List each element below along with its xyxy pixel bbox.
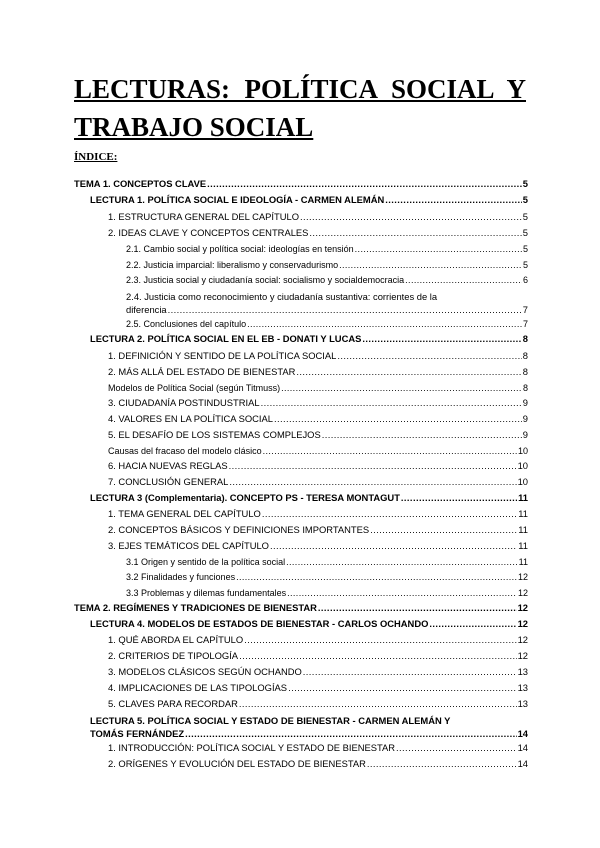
toc-leader-dots (300, 211, 522, 223)
toc-entry-text: 4. VALORES EN LA POLÍTICA SOCIAL (108, 413, 273, 424)
toc-entry-l3-s3[interactable] (108, 540, 528, 552)
toc-entry-text: Causas del fracaso del modelo clásico (108, 446, 262, 456)
toc-entry-l3-s3-2[interactable] (126, 571, 528, 583)
toc-leader-dots (429, 618, 516, 630)
toc-entry-text: 1. TEMA GENERAL DEL CAPÍTULO (108, 508, 261, 519)
toc-entry-page: 8 (522, 333, 528, 344)
toc-leader-dots (244, 634, 516, 646)
toc-entry-lectura-5[interactable] (90, 714, 528, 740)
toc-entry-page: 8 (522, 383, 528, 393)
document-title: LECTURAS: POLÍTICA SOCIAL Y TRABAJO SOCIAL (74, 74, 526, 142)
toc-entry-text: 2.3. Justicia social y ciudadanía social: socialismo y socialdemocracia (126, 275, 405, 285)
toc-leader-dots (286, 556, 518, 568)
toc-leader-dots (270, 540, 517, 552)
toc-leader-dots (263, 445, 517, 457)
toc-entry-text: 4. IMPLICACIONES DE LAS TIPOLOGÍAS (108, 682, 288, 693)
toc-entry-tema-1[interactable] (74, 178, 528, 190)
toc-entry-text: Modelos de Política Social (según Titmuss) (108, 383, 281, 393)
toc-entry-l2-s5[interactable] (108, 429, 528, 441)
toc-leader-dots (207, 178, 522, 190)
toc-entry-page: 9 (522, 429, 528, 440)
toc-entry-l2-causas[interactable] (108, 445, 528, 457)
toc-entry-page: 6 (522, 275, 528, 285)
toc-leader-dots (261, 397, 522, 409)
toc-entry-page: 8 (522, 350, 528, 361)
toc-entry-text: 2. CRITERIOS DE TIPOLOGÍA (108, 650, 239, 661)
toc-entry-text: TEMA 1. CONCEPTOS CLAVE (74, 178, 207, 189)
toc-entry-page: 13 (517, 682, 528, 693)
toc-entry-page: 10 (517, 446, 528, 456)
toc-leader-dots (239, 650, 516, 662)
toc-leader-dots (396, 742, 517, 754)
toc-entry-text-line2: TOMÁS FERNÁNDEZ (90, 728, 185, 739)
toc-leader-dots (370, 524, 517, 536)
toc-entry-text-line2: diferencia (126, 304, 167, 315)
toc-entry-page: 12 (517, 650, 528, 661)
toc-leader-dots (322, 429, 522, 441)
toc-entry-page: 11 (518, 508, 528, 519)
toc-leader-dots (281, 382, 522, 394)
toc-entry-lectura-2[interactable] (90, 333, 528, 345)
toc-entry-page: 12 (517, 602, 528, 613)
toc-entry-text: 1. QUÉ ABORDA EL CAPÍTULO (108, 634, 244, 645)
toc-leader-dots (362, 333, 521, 345)
toc-entry-l4-s5[interactable] (108, 698, 528, 710)
toc-entry-lectura-4[interactable] (90, 618, 528, 630)
toc-entry-text: 6. HACIA NUEVAS REGLAS (108, 460, 228, 471)
toc-entry-l2-s4[interactable] (108, 413, 528, 425)
toc-entry-l2-s2[interactable] (108, 366, 528, 378)
toc-entry-page: 5 (522, 211, 528, 222)
toc-entry-l3-s3-3[interactable] (126, 587, 528, 599)
toc-entry-l3-s1[interactable] (108, 508, 528, 520)
toc-leader-dots (247, 318, 522, 330)
toc-leader-dots (405, 274, 522, 286)
toc-entry-l4-s4[interactable] (108, 682, 528, 694)
toc-entry-page: 12 (517, 588, 528, 598)
toc-leader-dots (385, 194, 522, 206)
toc-entry-lectura-3[interactable] (90, 492, 528, 504)
toc-entry-l2-s1[interactable] (108, 350, 528, 362)
toc-entry-text: LECTURA 4. MODELOS DE ESTADOS DE BIENESTAR - CARLOS OCHANDO (90, 618, 429, 629)
toc-leader-dots (288, 682, 517, 694)
toc-entry-text: LECTURA 3 (Complementaria). CONCEPTO PS - TERESA MONTAGUT (90, 492, 400, 503)
toc-entry-l1-s2-3[interactable] (126, 274, 528, 286)
toc-entry-page: 10 (517, 476, 528, 487)
toc-entry-page: 11 (518, 524, 528, 535)
toc-entry-text: 2. CONCEPTOS BÁSICOS Y DEFINICIONES IMPORTANTES (108, 524, 370, 535)
toc-entry-page: 13 (517, 698, 528, 709)
toc-entry-text: 1. DEFINICIÓN Y SENTIDO DE LA POLÍTICA SOCIAL (108, 350, 337, 361)
toc-entry-page: 11 (518, 492, 528, 503)
toc-entry-page: 14 (517, 758, 528, 769)
toc-entry-l4-s2[interactable] (108, 650, 528, 662)
toc-entry-page: 12 (517, 572, 528, 582)
toc-entry-page: 8 (522, 366, 528, 377)
toc-leader-dots (318, 602, 517, 614)
toc-entry-l1-s1[interactable] (108, 211, 528, 223)
toc-entry-page: 12 (517, 618, 528, 629)
toc-entry-text: 3. CIUDADANÍA POSTINDUSTRIAL (108, 397, 260, 408)
toc-entry-text-line1: 2.4. Justicia como reconocimiento y ciudadanía sustantiva: corrientes de la (126, 291, 438, 302)
toc-leader-dots (236, 571, 517, 583)
toc-entry-text: 2.2. Justicia imparcial: liberalismo y conservadurismo (126, 260, 339, 270)
toc-entry-l4-s1[interactable] (108, 634, 528, 646)
toc-entry-lectura-1[interactable] (90, 194, 528, 206)
toc-entry-l4-s3[interactable] (108, 666, 528, 678)
toc-entry-l2-modelos[interactable] (108, 382, 528, 394)
toc-entry-page: 5 (522, 178, 528, 189)
toc-entry-text: 2.1. Cambio social y política social: ideologías en tensión (126, 244, 354, 254)
toc-leader-dots (185, 727, 516, 740)
toc-entry-l2-s7[interactable] (108, 476, 528, 488)
toc-entry-page: 11 (518, 557, 528, 567)
toc-leader-dots (367, 758, 517, 770)
toc-entry-page: 11 (518, 540, 528, 551)
toc-entry-text: 2. MÁS ALLÁ DEL ESTADO DE BIENESTAR (108, 366, 296, 377)
toc-entry-page: 5 (522, 244, 528, 254)
toc-entry-l1-s2-5[interactable] (126, 318, 528, 330)
toc-leader-dots (287, 587, 517, 599)
toc-entry-text: 3.2 Finalidades y funciones (126, 572, 236, 582)
toc-entry-text: 7. CONCLUSIÓN GENERAL (108, 476, 229, 487)
toc-entry-page: 7 (522, 304, 528, 315)
toc-entry-text: 1. ESTRUCTURA GENERAL DEL CAPÍTULO (108, 211, 300, 222)
toc-entry-tema-2[interactable] (74, 602, 528, 614)
toc-entry-text: 2.5. Conclusiones del capítulo (126, 319, 247, 329)
toc-entry-text: 3. EJES TEMÁTICOS DEL CAPÍTULO (108, 540, 269, 551)
toc-entry-l5-s1[interactable] (108, 742, 528, 754)
toc-leader-dots (239, 698, 517, 710)
toc-entry-text: 2. ORÍGENES Y EVOLUCIÓN DEL ESTADO DE BIENESTAR (108, 758, 366, 769)
toc-entry-page: 5 (522, 260, 528, 270)
toc-entry-l1-s2[interactable] (108, 227, 528, 239)
toc-entry-text: TEMA 2. REGÍMENES Y TRADICIONES DE BIENESTAR (74, 602, 317, 613)
toc-entry-l5-s2[interactable] (108, 758, 528, 770)
toc-leader-dots (337, 350, 521, 362)
toc-leader-dots (168, 303, 522, 316)
toc-entry-text: LECTURA 1. POLÍTICA SOCIAL E IDEOLOGÍA - CARMEN ALEMÁN (90, 194, 385, 205)
toc-leader-dots (262, 508, 517, 520)
toc-entry-page: 13 (517, 666, 528, 677)
toc-leader-dots (309, 227, 521, 239)
toc-entry-text: 1. INTRODUCCIÓN: POLÍTICA SOCIAL Y ESTADO DE BIENESTAR (108, 742, 396, 753)
toc-entry-text: 5. CLAVES PARA RECORDAR (108, 698, 238, 709)
index-heading: ÍNDICE: (74, 151, 118, 163)
toc-leader-dots (296, 366, 521, 378)
toc-leader-dots (355, 243, 522, 255)
toc-entry-page: 5 (522, 194, 528, 205)
toc-leader-dots (229, 460, 517, 472)
toc-entry-text: 3.1 Origen y sentido de la política social (126, 557, 286, 567)
toc-entry-text: 2. IDEAS CLAVE Y CONCEPTOS CENTRALES (108, 227, 309, 238)
toc-entry-l1-s2-1[interactable] (126, 243, 528, 255)
toc-entry-page: 9 (522, 397, 528, 408)
toc-entry-text-line1: LECTURA 5. POLÍTICA SOCIAL Y ESTADO DE BIENESTAR - CARMEN ALEMÁN Y (90, 715, 451, 726)
toc-entry-l1-s2-4[interactable] (126, 290, 528, 316)
toc-entry-page: 10 (517, 460, 528, 471)
toc-leader-dots (401, 492, 517, 504)
toc-entry-page: 12 (517, 634, 528, 645)
toc-leader-dots (274, 413, 522, 425)
toc-leader-dots (303, 666, 517, 678)
toc-entry-l2-s6[interactable] (108, 460, 528, 472)
toc-entry-text: 5. EL DESAFÍO DE LOS SISTEMAS COMPLEJOS (108, 429, 321, 440)
toc-entry-l1-s2-2[interactable] (126, 259, 528, 271)
toc-entry-page: 14 (517, 728, 528, 739)
toc-entry-page: 5 (522, 227, 528, 238)
toc-entry-l3-s2[interactable] (108, 524, 528, 536)
toc-entry-text: 3. MODELOS CLÁSICOS SEGÚN OCHANDO (108, 666, 302, 677)
toc-entry-text: LECTURA 2. POLÍTICA SOCIAL EN EL EB - DONATI Y LUCAS (90, 333, 362, 344)
toc-entry-page: 14 (517, 742, 528, 753)
toc-entry-page: 7 (522, 319, 528, 329)
toc-entry-l2-s3[interactable] (108, 397, 528, 409)
toc-entry-text: 3.3 Problemas y dilemas fundamentales (126, 588, 287, 598)
toc-leader-dots (339, 259, 522, 271)
toc-entry-l3-s3-1[interactable] (126, 556, 528, 568)
toc-leader-dots (229, 476, 516, 488)
toc-entry-page: 9 (522, 413, 528, 424)
